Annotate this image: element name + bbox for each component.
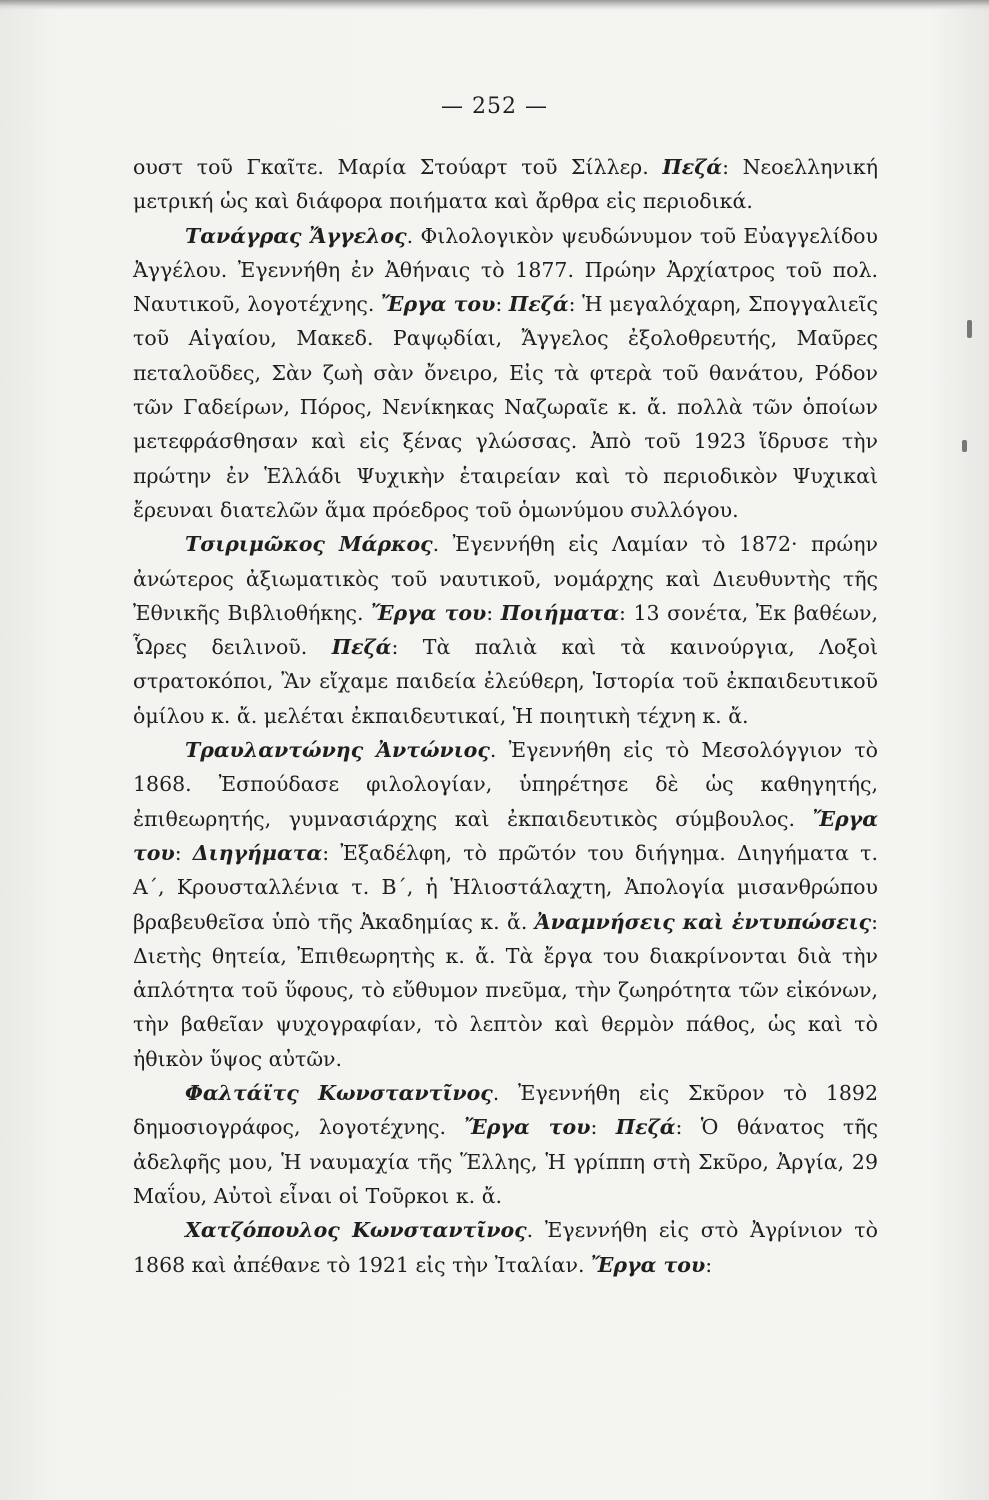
paragraph (133, 1076, 878, 1213)
author-name: Τραυλαντώνης Ἀντώνιος (185, 738, 490, 763)
author-name: Τσιριμῶκος Μάρκος (185, 532, 433, 557)
body-text: : Ἡ μεγαλόχαρη, Σπογγαλιεῖς τοῦ Αἰγαίου, Μακεδ. Ραψῳδίαι, Ἄγγελος ἐξολοθρευτής, Μαῦρες πεταλοῦδες, Σὰν ζωὴ σὰν ὄνειρο, Εἰς τὰ φτερὰ τοῦ θανάτου, Ρόδον τῶν Γαδείρων, Πόρος, Νενίκηκας Ναζωραῖε κ. ἄ. πολλὰ τῶν ὁποίων μετεφράσθησαν καὶ εἰς ξένας γλώσσας. Ἀπὸ τοῦ 1923 ἵδρυσε τὴν πρώτην ἐν Ἑλλάδι Ψυχικὴν ἑταιρείαν καὶ τὸ περιοδικὸν Ψυχικαὶ ἔρευναι διατελῶν ἅμα πρόεδρος τοῦ ὁμωνύμου συλλόγου. (133, 292, 878, 522)
body-text: : 13 σονέτα, Ἐκ βαθέων, Ὧρες δειλινοῦ. (133, 600, 878, 660)
author-name: Χατζόπουλος Κωνσταντῖνος (185, 1218, 527, 1243)
body-text: . Ἐγεννήθη εἰς τὸ Μεσολόγγιον τὸ 1868. Ἐσπούδασε φιλολογίαν, ὑπηρέτησε δὲ ὡς καθηγητής, ἐπιθεωρητής, γυμνασιάρχης καὶ ἐκπαιδευτικὸς σύμβουλος. (133, 738, 879, 831)
body-text: . Ἐγεννήθη εἰς Σκῦρον τὸ 1892 δημοσιογράφος, λογοτέχνης. (133, 1081, 879, 1140)
body-text: . Φιλολογικὸν ψευδώνυμον τοῦ Εὐαγγελίδου Ἀγγέλου. Ἐγεννήθη ἐν Ἀθήναις τὸ 1877. Πρώην Ἀρχίατρος τοῦ πολ. Ναυτικοῦ, λογοτέχνης. (133, 223, 878, 317)
page-number: — 252 — (441, 94, 548, 119)
section-heading: Πεζά (662, 155, 723, 179)
margin-mark (962, 440, 967, 452)
section-heading: Ποιήματα (500, 600, 619, 625)
body-text: : (495, 292, 509, 317)
body-text: : (174, 840, 193, 865)
section-heading: Πεζά (615, 1115, 676, 1140)
body-text: : (486, 600, 501, 625)
paragraph (133, 733, 878, 1076)
section-heading: Ἀναμνήσεις καὶ ἐντυπώσεις (534, 909, 872, 934)
paragraph (133, 219, 878, 528)
section-heading: Πεζά (508, 292, 569, 317)
author-name: Τανάγρας Ἄγγελος (185, 223, 407, 248)
body-text: : (590, 1115, 616, 1140)
margin-mark (967, 320, 972, 338)
section-heading: Ἔργα του (464, 1115, 591, 1140)
section-heading: Ἔργα του (133, 806, 878, 865)
body-text: : Τὰ παλιὰ καὶ τὰ καινούργια, Λοξοὶ στρατοκόποι, Ἂν εἴχαμε παιδεία ἐλεύθερη, Ἱστορία τοῦ ἐκπαιδευτικοῦ ὁμίλου κ. ἄ. μελέται ἐκπαιδευτικαί, Ἡ ποιητικὴ τέχνη κ. ἄ. (133, 635, 878, 728)
section-heading: Διηγήματα (192, 840, 323, 865)
body-text: : (705, 1252, 713, 1277)
body-text: : Ἐξαδέλφη, τὸ πρῶτόν του διήγημα. Διηγήματα τ. Α΄, Κρουσταλλένια τ. Β΄, ἡ Ἡλιοστάλαχτη, Ἀπολογία μισανθρώπου βραβευθεῖσα ὑπὸ τῆς Ἀκαδημίας κ. ἄ. (133, 840, 878, 934)
paragraph (133, 150, 878, 219)
author-name: Φαλτάϊτς Κωνσταντῖνος (185, 1081, 493, 1106)
section-heading: Ἔργα του (381, 292, 496, 317)
section-heading: Πεζά (331, 635, 392, 660)
page-top-edge (0, 0, 989, 10)
paragraph (133, 527, 878, 733)
body-text: : Ὁ θάνατος τῆς ἀδελφῆς μου, Ἡ ναυμαχία τῆς Ἕλλης, Ἡ γρίππη στὴ Σκῦρο, Ἀργία, 29 Μαΐου, Αὐτοὶ εἶναι οἱ Τοῦρκοι κ. ἄ. (133, 1115, 878, 1208)
section-heading: Ἔργα του (371, 600, 487, 625)
page-body (133, 150, 878, 1282)
body-text: . Ἐγεννήθη εἰς στὸ Ἀγρίνιον τὸ 1868 καὶ ἀπέθανε τὸ 1921 εἰς τὴν Ἰταλίαν. (133, 1218, 878, 1277)
body-text: . Ἐγεννήθη εἰς Λαμίαν τὸ 1872· πρώην ἀνώτερος ἀξιωματικὸς τοῦ ναυτικοῦ, νομάρχης καὶ Διευθυντὴς τῆς Ἐθνικῆς Βιβλιοθήκης. (133, 532, 878, 625)
body-text: ουστ τοῦ Γκαῖτε. Μαρία Στούαρτ τοῦ Σίλλερ. (133, 155, 663, 179)
body-text: : Διετὴς θητεία, Ἐπιθεωρητὴς κ. ἄ. Τὰ ἔργα του διακρίνονται διὰ τὴν ἁπλότητα τοῦ ὕφους, τὸ εὔθυμον πνεῦμα, τὴν ζωηρότητα τῶν εἰκόνων, τὴν βαθεῖαν ψυχογραφίαν, τὸ λεπτὸν καὶ θερμὸν πάθος, ὡς καὶ τὸ ἠθικὸν ὕψος αὐτῶν. (133, 909, 878, 1071)
paragraph (133, 1213, 878, 1282)
section-heading: Ἔργα του (591, 1252, 706, 1277)
body-text: : Νεοελληνική μετρική ὡς καὶ διάφορα ποιήματα καὶ ἄρθρα εἰς περιοδικά. (133, 155, 878, 214)
